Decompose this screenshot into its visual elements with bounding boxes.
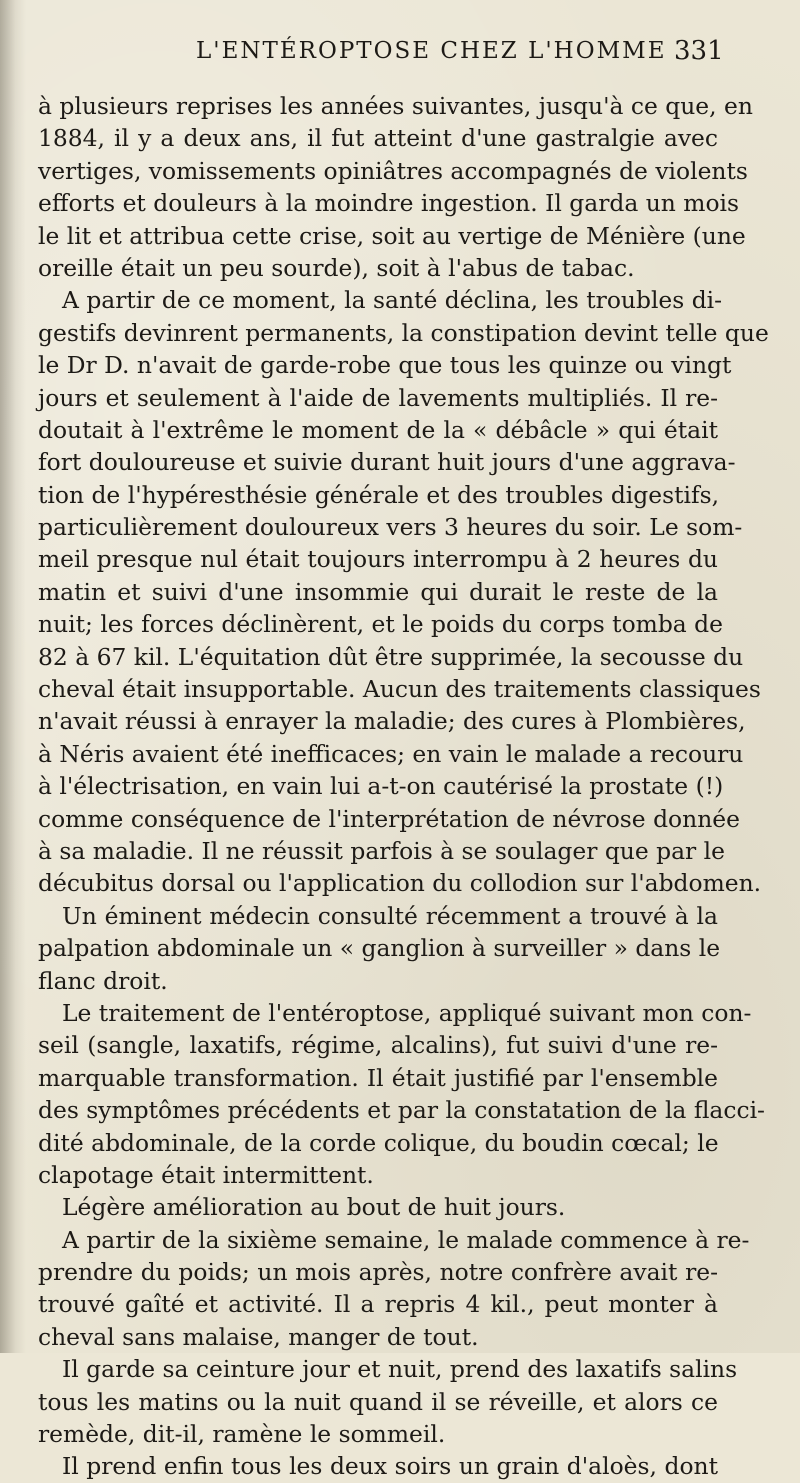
text-line: seil (sangle, laxatifs, régime, alcalins), fut suivi d'une re- (38, 1031, 718, 1060)
text-line: cheval était insupportable. Aucun des traitements classiques (38, 675, 761, 704)
text-line: dité abdominale, de la corde colique, du boudin cœcal; le (38, 1128, 719, 1157)
text-line: Il prend enfin tous les deux soirs un grain d'aloès, dont (62, 1452, 718, 1481)
text-line: clapotage était intermittent. (38, 1160, 374, 1189)
text-line: oreille était un peu sourde), soit à l'abus de tabac. (38, 253, 635, 282)
text-line: trouvé gaîté et activité. Il a repris 4 kil., peut monter à (38, 1290, 718, 1319)
text-line: n'avait réussi à enrayer la maladie; des cures à Plombières, (38, 707, 746, 736)
text-line: cheval sans malaise, manger de tout. (38, 1322, 479, 1351)
text-line: tion de l'hypéresthésie générale et des troubles digestifs, (38, 480, 720, 509)
text-line: doutait à l'extrême le moment de la « débâcle » qui était (38, 415, 718, 444)
text-line: fort douloureuse et suivie durant huit jours d'une aggrava- (38, 448, 736, 477)
text-line: 1884, il y a deux ans, il fut atteint d'une gastralgie avec (38, 124, 718, 153)
text-line: des symptômes précédents et par la constatation de la flacci- (38, 1096, 765, 1125)
text-line: A partir de ce moment, la santé déclina, les troubles di- (62, 286, 723, 315)
text-line: gestifs devinrent permanents, la constipation devint telle que (38, 318, 769, 347)
text-line: palpation abdominale un « ganglion à surveiller » dans le (38, 934, 721, 963)
text-line: Un éminent médecin consulté récemment a trouvé à la (62, 901, 718, 930)
page-number: 331 (674, 36, 724, 66)
body-text (38, 90, 769, 1483)
text-line: marquable transformation. Il était justifié par l'ensemble (38, 1063, 718, 1092)
page-header (196, 36, 724, 78)
text-line: Légère amélioration au bout de huit jours. (62, 1193, 566, 1222)
text-line: particulièrement douloureux vers 3 heures du soir. Le som- (38, 513, 743, 542)
text-line: à Néris avaient été inefficaces; en vain le malade a recouru (38, 739, 744, 768)
text-line: à plusieurs reprises les années suivantes, jusqu'à ce que, en (38, 92, 753, 120)
text-line: décubitus dorsal ou l'application du collodion sur l'abdomen. (38, 869, 762, 898)
text-line: meil presque nul était toujours interrompu à 2 heures du (38, 545, 718, 574)
text-line: à sa maladie. Il ne réussit parfois à se soulager que par le (38, 836, 725, 865)
text-line: comme conséquence de l'interprétation de névrose donnée (38, 804, 740, 833)
text-line: A partir de la sixième semaine, le malade commence à re- (62, 1225, 750, 1254)
text-line: Le traitement de l'entéroptose, appliqué suivant mon con- (62, 998, 752, 1027)
text-line: 82 à 67 kil. L'équitation dût être supprimée, la secousse du (38, 642, 744, 671)
text-line: vertiges, vomissements opiniâtres accompagnés de violents (38, 156, 748, 185)
text-line: flanc droit. (38, 966, 168, 995)
text-line: le Dr D. n'avait de garde-robe que tous les quinze ou vingt (38, 351, 732, 380)
running-title: L'ENTÉROPTOSE CHEZ L'HOMME (196, 38, 667, 64)
text-line: remède, dit-il, ramène le sommeil. (38, 1420, 446, 1449)
text-line: prendre du poids; un mois après, notre confrère avait re- (38, 1258, 718, 1287)
text-line: matin et suivi d'une insommie qui durait le reste de la (38, 577, 718, 606)
text-line: à l'électrisation, en vain lui a-t-on cautérisé la prostate (!) (38, 772, 724, 801)
text-line: jours et seulement à l'aide de lavements multipliés. Il re- (38, 383, 718, 412)
text-line: le lit et attribua cette crise, soit au vertige de Ménière (une (38, 221, 746, 250)
text-line: Il garde sa ceinture jour et nuit, prend des laxatifs salins (62, 1355, 738, 1384)
text-line: efforts et douleurs à la moindre ingestion. Il garda un mois (38, 189, 740, 218)
text-line: nuit; les forces déclinèrent, et le poids du corps tomba de (38, 610, 723, 639)
text-line: tous les matins ou la nuit quand il se réveille, et alors ce (38, 1387, 718, 1416)
binding-shadow (0, 0, 26, 1353)
